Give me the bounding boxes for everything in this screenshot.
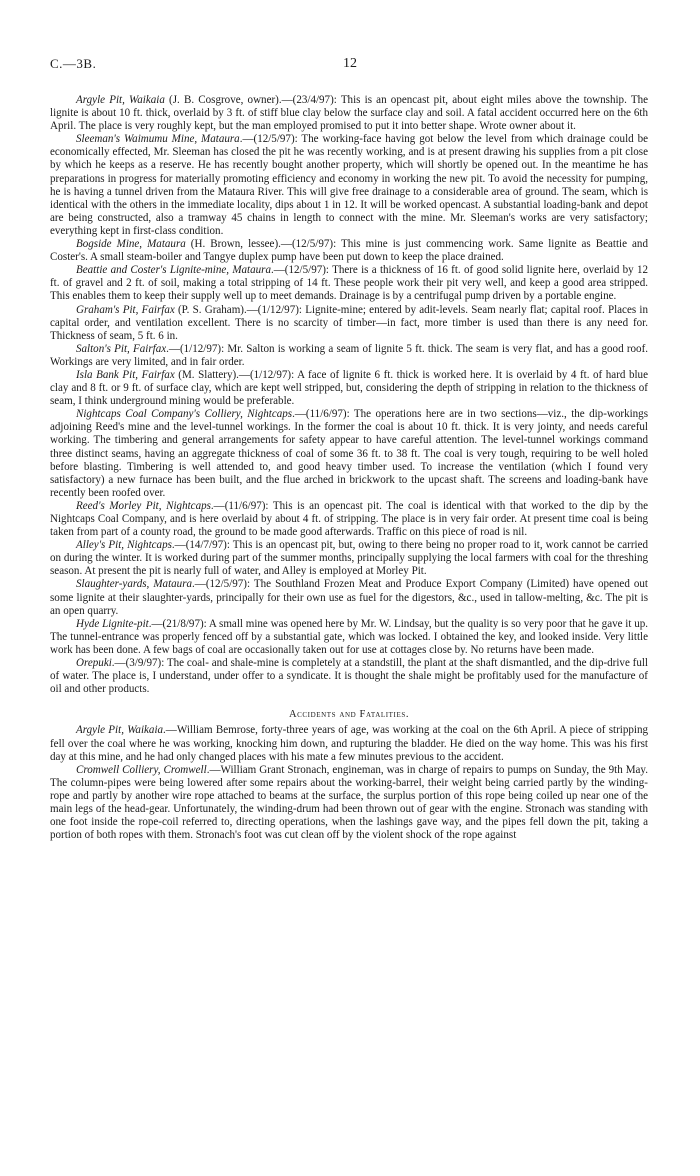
paragraph-body: .—(12/5/97): There is a thickness of 16 ft. of good solid lignite here, overlaid by 12 ft. of gravel and 2 ft. of soil, making a total stripping of 14 ft. These people work their pit very well, and keep a good area stripped. This enables them to keep their supply well up to meet demands. Drainage is by a centrifugal pump driven by a portable engine.	[50, 264, 649, 303]
paragraph-accident-cromwell	[50, 764, 648, 843]
paragraph-beattie-coster	[50, 264, 648, 303]
paragraph-nightcaps-colliery	[50, 408, 648, 500]
paragraph-body: .—(21/8/97): A small mine was opened here by Mr. W. Lindsay, but the quality is so very poor that he gave it up. The tunnel-entrance was properly fenced off by a substantial gate, which was locked. I obtained the key, and looked inside. Very little work has been done. A few bags of coal are occasionally taken out for use at cottages close by. No returns have been made.	[50, 617, 649, 656]
mine-name: Hyde Lignite-pit	[76, 617, 149, 630]
document-reference: C.—3B.	[50, 56, 97, 71]
paragraph-saltons-pit	[50, 343, 648, 369]
paragraph-slaughter-yards	[50, 578, 648, 617]
mine-name: Salton's Pit, Fairfax	[76, 342, 167, 355]
mine-name: Argyle Pit, Waikaia	[76, 94, 165, 106]
mine-name: Sleeman's Waimumu Mine, Mataura	[76, 133, 240, 146]
mine-name: Alley's Pit, Nightcaps	[76, 539, 172, 552]
paragraph-hyde-lignite-pit	[50, 618, 648, 657]
mine-name: Orepuki	[76, 657, 112, 670]
mine-name: Bogside Mine, Mataura	[76, 238, 186, 251]
paragraph-body: .—William Bemrose, forty-three years of age, was working at the coal on the 6th April. A piece of stripping fell over the coal where he was working, knocking him down, and rupturing the bladder. He died on the way home. This was his first day at this mine, and he had only changed places with his mate a few minutes previous to the accident.	[50, 724, 648, 763]
mine-name: Argyle Pit, Waikaia	[76, 724, 164, 737]
paragraph-accident-argyle	[50, 724, 648, 763]
paragraph-reeds-morley-pit	[50, 500, 648, 539]
paragraph-body: .—(12/5/97): The working-face having got below the level from which drainage could be economically effected, Mr. Sleeman has closed the pit he was recently working, and is at present drawing his supplies from a pit close by which he keeps as a reserve. He has recently bought another property, which will shortly be opened out. In the meantime he has preparations in progress for materially promoting efficiency and economy in working the new pit. To avoid the necessity for pumping, he is having a tunnel driven from the Mataura River. This will give free drainage to a considerable area of ground. The seam, which is identical with the others in the immediate locality, dips about 1 in 12. It will be worked opencast. A substantial loading-bank and depot are being constructed, also a tramway 45 chains in length to connect with the mine. Mr. Sleeman's works are very satisfactory; everything kept in first-class condition.	[50, 133, 648, 237]
paragraph-body: .—(3/9/97): The coal- and shale-mine is completely at a standstill, the plant at the shaft dismantled, and the dip-drive full of water. The place is, I understand, under offer to a syndicate. It is thought the shale might be profitably used for the manufacture of oil and other products.	[50, 657, 648, 696]
paragraph-body: .—(1/12/97): Mr. Salton is working a seam of lignite 5 ft. thick. The seam is very flat, and has a good roof. Workings are very limited, and in fair order.	[50, 342, 649, 368]
paragraph-body: .—William Grant Stronach, engineman, was in charge of repairs to pumps on Sunday, the 9th May. The column-pipes were being lowered after some repairs about the working-barrel, their weight being carried partly by the winding-rope and partly by another wire rope attached to beams at the surface, the surplus portion of this rope being coiled up near one of the main legs of the head-gear. Unfortunately, the winding-drum had been thrown out of gear with the engine. Stronach was standing with one foot inside the rope-coil referred to, directing operations, when the lashings gave way, and the pipes fell down the pit, taking a portion of both ropes with them. Stronach's foot was cut clean off by the violent shock of the rope against	[50, 763, 649, 842]
paragraph-sleemans-waimumu	[50, 133, 648, 238]
mine-name: Cromwell Colliery, Cromwell	[76, 763, 207, 776]
paragraph-orepuki	[50, 657, 648, 696]
paragraph-bogside-mine	[50, 238, 648, 264]
paragraph-body: (H. Brown, lessee).—(12/5/97): This mine is just commencing work. Same lignite as Beattie and Coster's. A small steam-boiler and Tangye duplex pump have been put down to keep the place drained.	[50, 238, 648, 264]
page-number: 12	[343, 56, 357, 71]
paragraph-body: (P. S. Graham).—(1/12/97): Lignite-mine; entered by adit-levels. Seam nearly flat; capital roof. Places in capital order, and ventilation excellent. There is no scarcity of timber—in fact, more timber is used than there is any need for. Thickness of seam, 5 ft. 6 in.	[50, 303, 648, 342]
paragraph-body: .—(11/6/97): The operations here are in two sections—viz., the dip-workings adjoining Reed's mine and the level-tunnel workings. In the former the coal is about 10 ft. thick. It is very jointy, and needs careful working. The timbering and general arrangements for safety appear to have careful attention. The level-tunnel workings command three distinct seams, having an aggregate thickness of coal of some 36 ft. to 38 ft. The coal is very tough, requiring to be well holed before blasting. Timbering is well attended to, and good heavy timber used. To increase the ventilation (which I found very satisfactory) a new furnace has been built, and the flue arched in brickwork to the upcast shaft. The screens and loading-bank have recently been roofed over.	[50, 408, 649, 499]
mine-name: Beattie and Coster's Lignite-mine, Mataura	[76, 264, 271, 277]
mine-name: Slaughter-yards, Mataura	[76, 578, 193, 591]
paragraph-body: .—(12/5/97): The Southland Frozen Meat and Produce Export Company (Limited) have opened out some lignite at their slaughter-yards, principally for their own use as fuel for the digestors, &c., used in tallow-melting, &c. The pit is an open quarry.	[50, 578, 649, 617]
paragraph-alleys-pit	[50, 539, 648, 578]
main-text	[50, 94, 648, 842]
paragraph-grahams-pit	[50, 304, 648, 343]
running-header	[50, 56, 650, 72]
paragraph-body: .—(14/7/97): This is an opencast pit, but, owing to there being no proper road to it, work cannot be carried on during the winter. It is worked during part of the summer months, principally supplying the local farmers with coal for the threshing season. At present the pit is nearly full of water, and Alley is employed at Morley Pit.	[50, 539, 649, 578]
mine-name: Reed's Morley Pit, Nightcaps	[76, 499, 211, 512]
paragraph-argyle-pit	[50, 94, 648, 133]
section-heading-accidents: Accidents and Fatalities.	[288, 709, 410, 721]
paragraph-body: (M. Slattery).—(1/12/97): A face of lignite 6 ft. thick is worked here. It is overlaid by 4 ft. of hard blue clay and 8 ft. or 9 ft. of surface clay, which are kept well stripped, but, considering the depth of stripping in relation to the thickness of seam, I think underground mining would be preferable.	[50, 368, 648, 408]
mine-name: Nightcaps Coal Company's Colliery, Nightcaps	[76, 408, 293, 421]
paragraph-body: .—(11/6/97): This is an opencast pit. The coal is identical with that worked to the dip by the Nightcaps Coal Company, and is here overlaid by about 4 ft. of stripping. The place is in very fair order. At present time coal is being taken from part of a county road, the ground to be made good afterwards. Traffic on this piece of road is nil.	[50, 499, 648, 539]
paragraph-isla-bank-pit	[50, 369, 648, 408]
mine-name: Graham's Pit, Fairfax	[76, 303, 175, 316]
paragraph-body: (J. B. Cosgrove, owner).—(23/4/97): This is an opencast pit, about eight miles above the township. The lignite is about 10 ft. thick, overlaid by 3 ft. of stiff blue clay below the surface clay and soil. A fatal accident occurred here on the 6th April. The place is very roughly kept, but the man employed promised to put it into better shape. Wrote owner about it.	[50, 94, 648, 133]
mine-name: Isla Bank Pit, Fairfax	[76, 368, 175, 381]
